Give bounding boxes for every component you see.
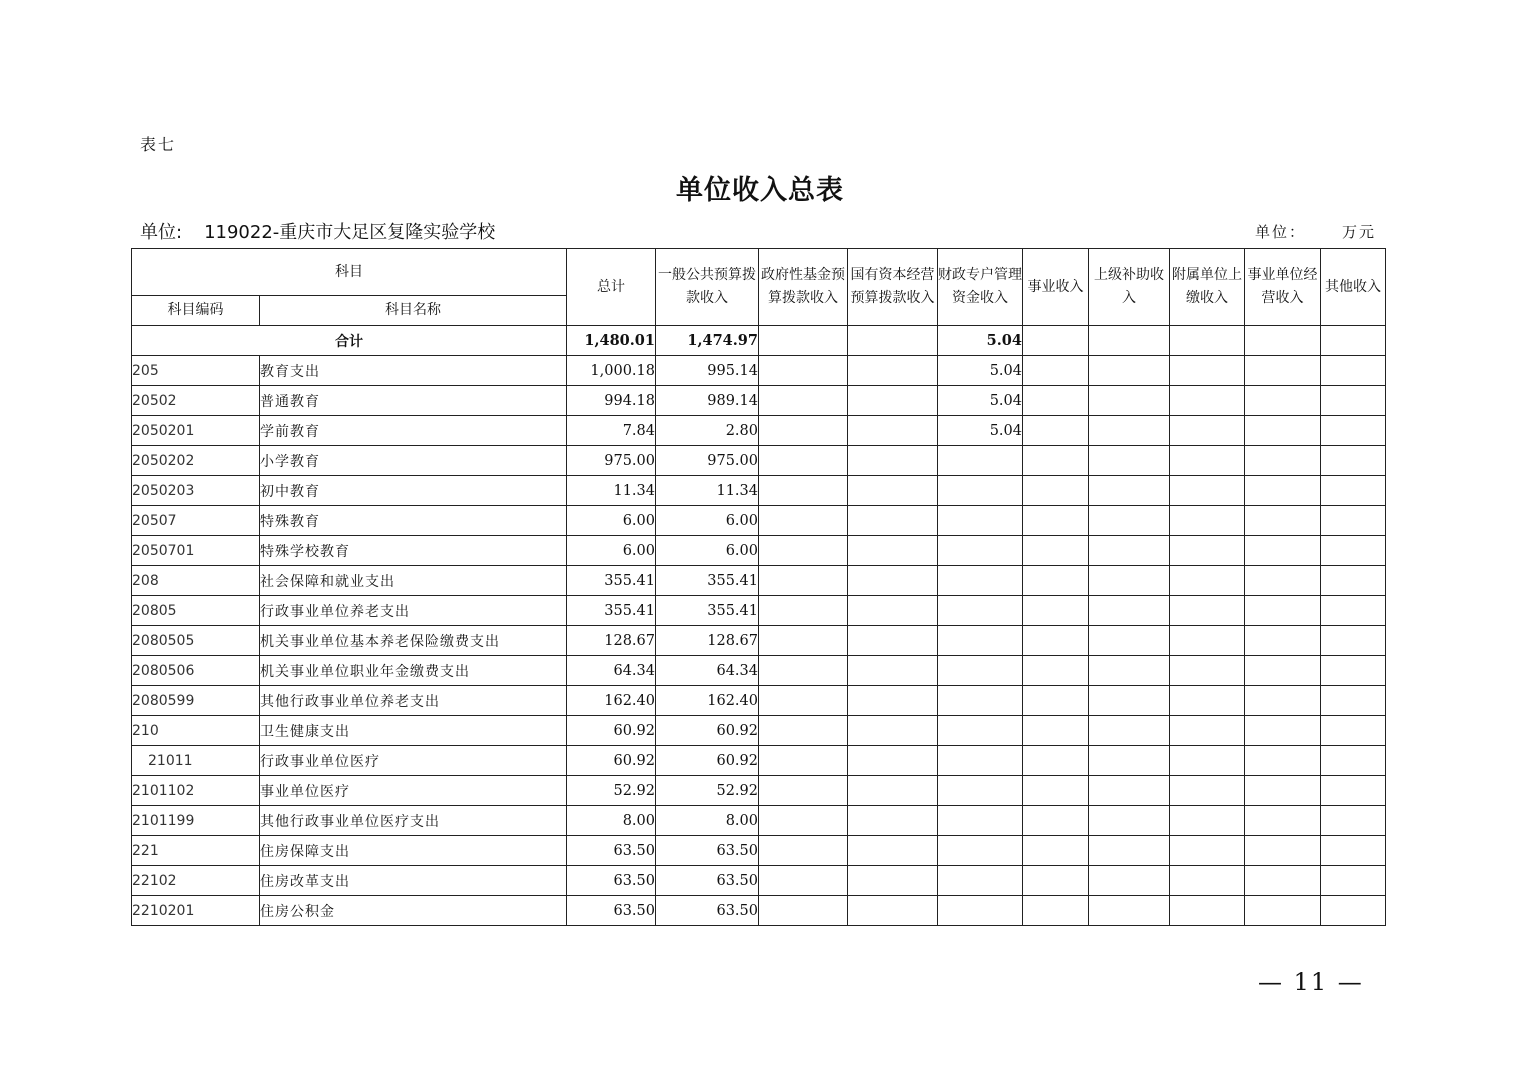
row-superior-subsidy bbox=[1089, 446, 1170, 476]
row-name: 教育支出 bbox=[260, 356, 567, 386]
row-superior-subsidy bbox=[1089, 716, 1170, 746]
row-state-capital bbox=[848, 716, 938, 746]
row-general-budget: 64.34 bbox=[656, 656, 759, 686]
total-operating bbox=[1245, 326, 1321, 356]
row-operating bbox=[1245, 776, 1321, 806]
row-gov-fund bbox=[759, 716, 848, 746]
row-affiliated bbox=[1170, 776, 1245, 806]
header-superior-subsidy: 上级补助收入 bbox=[1089, 249, 1170, 326]
row-business bbox=[1023, 836, 1089, 866]
row-gov-fund bbox=[759, 656, 848, 686]
total-affiliated bbox=[1170, 326, 1245, 356]
row-operating bbox=[1245, 746, 1321, 776]
row-affiliated bbox=[1170, 806, 1245, 836]
row-affiliated bbox=[1170, 596, 1245, 626]
row-operating bbox=[1245, 896, 1321, 926]
row-total: 6.00 bbox=[567, 536, 656, 566]
unit-prefix: 单位: bbox=[140, 222, 183, 243]
row-special-fund bbox=[938, 476, 1023, 506]
row-gov-fund bbox=[759, 386, 848, 416]
row-total: 975.00 bbox=[567, 446, 656, 476]
row-superior-subsidy bbox=[1089, 416, 1170, 446]
row-other bbox=[1321, 776, 1386, 806]
row-name: 事业单位医疗 bbox=[260, 776, 567, 806]
row-special-fund: 5.04 bbox=[938, 386, 1023, 416]
row-name: 社会保障和就业支出 bbox=[260, 566, 567, 596]
row-affiliated bbox=[1170, 476, 1245, 506]
unit-name: 119022-重庆市大足区复隆实验学校 bbox=[204, 222, 496, 243]
row-business bbox=[1023, 596, 1089, 626]
row-gov-fund bbox=[759, 896, 848, 926]
row-operating bbox=[1245, 656, 1321, 686]
header-total: 总计 bbox=[567, 249, 656, 326]
row-general-budget: 2.80 bbox=[656, 416, 759, 446]
row-state-capital bbox=[848, 476, 938, 506]
row-superior-subsidy bbox=[1089, 746, 1170, 776]
row-affiliated bbox=[1170, 566, 1245, 596]
row-total: 355.41 bbox=[567, 566, 656, 596]
row-code: 221 bbox=[132, 836, 260, 866]
row-gov-fund bbox=[759, 836, 848, 866]
row-special-fund: 5.04 bbox=[938, 416, 1023, 446]
header-general-budget: 一般公共预算拨款收入 bbox=[656, 249, 759, 326]
row-gov-fund bbox=[759, 506, 848, 536]
row-operating bbox=[1245, 866, 1321, 896]
row-code: 205 bbox=[132, 356, 260, 386]
row-business bbox=[1023, 866, 1089, 896]
table-row bbox=[132, 536, 1386, 566]
row-code: 2050202 bbox=[132, 446, 260, 476]
row-gov-fund bbox=[759, 536, 848, 566]
row-state-capital bbox=[848, 746, 938, 776]
row-operating bbox=[1245, 836, 1321, 866]
row-superior-subsidy bbox=[1089, 896, 1170, 926]
row-operating bbox=[1245, 566, 1321, 596]
total-special-fund: 5.04 bbox=[938, 326, 1023, 356]
row-state-capital bbox=[848, 896, 938, 926]
row-code: 2050203 bbox=[132, 476, 260, 506]
row-total: 52.92 bbox=[567, 776, 656, 806]
row-state-capital bbox=[848, 386, 938, 416]
row-other bbox=[1321, 506, 1386, 536]
row-affiliated bbox=[1170, 686, 1245, 716]
row-state-capital bbox=[848, 806, 938, 836]
row-special-fund bbox=[938, 446, 1023, 476]
row-state-capital bbox=[848, 506, 938, 536]
row-gov-fund bbox=[759, 446, 848, 476]
row-business bbox=[1023, 386, 1089, 416]
header-subject: 科目 bbox=[132, 249, 567, 296]
unit-info bbox=[140, 218, 495, 244]
row-code: 20502 bbox=[132, 386, 260, 416]
row-general-budget: 162.40 bbox=[656, 686, 759, 716]
row-state-capital bbox=[848, 866, 938, 896]
row-other bbox=[1321, 656, 1386, 686]
row-gov-fund bbox=[759, 356, 848, 386]
row-special-fund: 5.04 bbox=[938, 356, 1023, 386]
income-summary-table bbox=[131, 248, 1386, 926]
row-name: 普通教育 bbox=[260, 386, 567, 416]
row-state-capital bbox=[848, 626, 938, 656]
row-other bbox=[1321, 416, 1386, 446]
row-state-capital bbox=[848, 596, 938, 626]
total-row bbox=[132, 326, 1386, 356]
row-general-budget: 63.50 bbox=[656, 836, 759, 866]
row-superior-subsidy bbox=[1089, 806, 1170, 836]
header-other: 其他收入 bbox=[1321, 249, 1386, 326]
table-row bbox=[132, 896, 1386, 926]
row-operating bbox=[1245, 806, 1321, 836]
row-state-capital bbox=[848, 776, 938, 806]
header-gov-fund: 政府性基金预算拨款收入 bbox=[759, 249, 848, 326]
row-affiliated bbox=[1170, 716, 1245, 746]
row-special-fund bbox=[938, 656, 1023, 686]
row-operating bbox=[1245, 386, 1321, 416]
row-operating bbox=[1245, 476, 1321, 506]
row-state-capital bbox=[848, 356, 938, 386]
row-name: 学前教育 bbox=[260, 416, 567, 446]
row-general-budget: 975.00 bbox=[656, 446, 759, 476]
row-operating bbox=[1245, 446, 1321, 476]
table-row bbox=[132, 596, 1386, 626]
row-state-capital bbox=[848, 416, 938, 446]
row-operating bbox=[1245, 596, 1321, 626]
row-operating bbox=[1245, 356, 1321, 386]
header-subject-name: 科目名称 bbox=[260, 296, 567, 326]
table-row bbox=[132, 776, 1386, 806]
total-total: 1,480.01 bbox=[567, 326, 656, 356]
row-business bbox=[1023, 506, 1089, 536]
table-row bbox=[132, 446, 1386, 476]
total-label: 合计 bbox=[132, 326, 567, 356]
row-general-budget: 995.14 bbox=[656, 356, 759, 386]
table-row bbox=[132, 746, 1386, 776]
row-superior-subsidy bbox=[1089, 776, 1170, 806]
row-code: 2101199 bbox=[132, 806, 260, 836]
row-total: 1,000.18 bbox=[567, 356, 656, 386]
row-code: 208 bbox=[132, 566, 260, 596]
row-other bbox=[1321, 626, 1386, 656]
row-general-budget: 60.92 bbox=[656, 746, 759, 776]
table-row bbox=[132, 506, 1386, 536]
page-title: 单位收入总表 bbox=[676, 175, 844, 206]
row-affiliated bbox=[1170, 386, 1245, 416]
row-code: 2101102 bbox=[132, 776, 260, 806]
row-superior-subsidy bbox=[1089, 686, 1170, 716]
row-other bbox=[1321, 476, 1386, 506]
header-business: 事业收入 bbox=[1023, 249, 1089, 326]
row-superior-subsidy bbox=[1089, 506, 1170, 536]
table-row bbox=[132, 386, 1386, 416]
row-code: 2080506 bbox=[132, 656, 260, 686]
row-total: 63.50 bbox=[567, 896, 656, 926]
row-name: 住房保障支出 bbox=[260, 836, 567, 866]
row-business bbox=[1023, 626, 1089, 656]
row-other bbox=[1321, 446, 1386, 476]
total-superior-subsidy bbox=[1089, 326, 1170, 356]
row-state-capital bbox=[848, 686, 938, 716]
row-other bbox=[1321, 746, 1386, 776]
row-operating bbox=[1245, 536, 1321, 566]
row-operating bbox=[1245, 416, 1321, 446]
row-general-budget: 989.14 bbox=[656, 386, 759, 416]
currency-unit-label: 单位： bbox=[1255, 223, 1307, 241]
row-affiliated bbox=[1170, 506, 1245, 536]
table-row bbox=[132, 686, 1386, 716]
row-name: 机关事业单位职业年金缴费支出 bbox=[260, 656, 567, 686]
row-superior-subsidy bbox=[1089, 356, 1170, 386]
row-special-fund bbox=[938, 716, 1023, 746]
row-special-fund bbox=[938, 866, 1023, 896]
row-superior-subsidy bbox=[1089, 656, 1170, 686]
table-row bbox=[132, 626, 1386, 656]
total-gov-fund bbox=[759, 326, 848, 356]
row-operating bbox=[1245, 626, 1321, 656]
row-operating bbox=[1245, 686, 1321, 716]
row-total: 128.67 bbox=[567, 626, 656, 656]
table-number-label: 表七 bbox=[140, 135, 177, 154]
row-business bbox=[1023, 776, 1089, 806]
row-code: 2050201 bbox=[132, 416, 260, 446]
row-business bbox=[1023, 416, 1089, 446]
row-special-fund bbox=[938, 896, 1023, 926]
row-total: 60.92 bbox=[567, 746, 656, 776]
header-special-fund: 财政专户管理资金收入 bbox=[938, 249, 1023, 326]
row-special-fund bbox=[938, 566, 1023, 596]
row-special-fund bbox=[938, 626, 1023, 656]
row-name: 特殊教育 bbox=[260, 506, 567, 536]
row-other bbox=[1321, 386, 1386, 416]
row-code: 2050701 bbox=[132, 536, 260, 566]
row-other bbox=[1321, 566, 1386, 596]
row-name: 特殊学校教育 bbox=[260, 536, 567, 566]
row-state-capital bbox=[848, 536, 938, 566]
row-superior-subsidy bbox=[1089, 536, 1170, 566]
row-affiliated bbox=[1170, 866, 1245, 896]
row-gov-fund bbox=[759, 866, 848, 896]
row-other bbox=[1321, 806, 1386, 836]
row-name: 行政事业单位医疗 bbox=[260, 746, 567, 776]
row-affiliated bbox=[1170, 746, 1245, 776]
row-name: 机关事业单位基本养老保险缴费支出 bbox=[260, 626, 567, 656]
header-subject-code: 科目编码 bbox=[132, 296, 260, 326]
row-business bbox=[1023, 716, 1089, 746]
row-affiliated bbox=[1170, 896, 1245, 926]
row-other bbox=[1321, 836, 1386, 866]
row-name: 其他行政事业单位医疗支出 bbox=[260, 806, 567, 836]
total-general-budget: 1,474.97 bbox=[656, 326, 759, 356]
total-state-capital bbox=[848, 326, 938, 356]
row-name: 卫生健康支出 bbox=[260, 716, 567, 746]
header-operating: 事业单位经营收入 bbox=[1245, 249, 1321, 326]
row-total: 162.40 bbox=[567, 686, 656, 716]
currency-unit bbox=[1255, 221, 1376, 242]
row-special-fund bbox=[938, 836, 1023, 866]
row-general-budget: 60.92 bbox=[656, 716, 759, 746]
header-affiliated: 附属单位上缴收入 bbox=[1170, 249, 1245, 326]
row-other bbox=[1321, 896, 1386, 926]
table-row bbox=[132, 866, 1386, 896]
row-general-budget: 63.50 bbox=[656, 896, 759, 926]
row-special-fund bbox=[938, 746, 1023, 776]
row-name: 住房公积金 bbox=[260, 896, 567, 926]
row-business bbox=[1023, 536, 1089, 566]
row-special-fund bbox=[938, 776, 1023, 806]
row-gov-fund bbox=[759, 806, 848, 836]
row-total: 63.50 bbox=[567, 866, 656, 896]
currency-unit-value: 万元 bbox=[1342, 223, 1377, 241]
row-affiliated bbox=[1170, 536, 1245, 566]
row-total: 994.18 bbox=[567, 386, 656, 416]
row-other bbox=[1321, 716, 1386, 746]
row-code: 22102 bbox=[132, 866, 260, 896]
row-general-budget: 6.00 bbox=[656, 536, 759, 566]
row-gov-fund bbox=[759, 416, 848, 446]
row-gov-fund bbox=[759, 476, 848, 506]
row-general-budget: 6.00 bbox=[656, 506, 759, 536]
row-state-capital bbox=[848, 566, 938, 596]
row-name: 其他行政事业单位养老支出 bbox=[260, 686, 567, 716]
row-code: 2080505 bbox=[132, 626, 260, 656]
row-total: 7.84 bbox=[567, 416, 656, 446]
row-code: 20805 bbox=[132, 596, 260, 626]
row-code: 20507 bbox=[132, 506, 260, 536]
table-row bbox=[132, 836, 1386, 866]
row-general-budget: 355.41 bbox=[656, 596, 759, 626]
row-state-capital bbox=[848, 656, 938, 686]
table-row bbox=[132, 716, 1386, 746]
total-business bbox=[1023, 326, 1089, 356]
row-superior-subsidy bbox=[1089, 476, 1170, 506]
row-special-fund bbox=[938, 686, 1023, 716]
row-other bbox=[1321, 536, 1386, 566]
row-superior-subsidy bbox=[1089, 626, 1170, 656]
row-general-budget: 128.67 bbox=[656, 626, 759, 656]
row-business bbox=[1023, 476, 1089, 506]
row-operating bbox=[1245, 506, 1321, 536]
row-general-budget: 8.00 bbox=[656, 806, 759, 836]
row-business bbox=[1023, 806, 1089, 836]
row-superior-subsidy bbox=[1089, 866, 1170, 896]
row-affiliated bbox=[1170, 626, 1245, 656]
row-total: 355.41 bbox=[567, 596, 656, 626]
row-special-fund bbox=[938, 506, 1023, 536]
row-operating bbox=[1245, 716, 1321, 746]
row-affiliated bbox=[1170, 446, 1245, 476]
row-code: 2080599 bbox=[132, 686, 260, 716]
table-row bbox=[132, 656, 1386, 686]
data-rows bbox=[132, 356, 1386, 926]
row-general-budget: 355.41 bbox=[656, 566, 759, 596]
row-general-budget: 63.50 bbox=[656, 866, 759, 896]
row-superior-subsidy bbox=[1089, 566, 1170, 596]
table-row bbox=[132, 566, 1386, 596]
row-affiliated bbox=[1170, 656, 1245, 686]
row-other bbox=[1321, 686, 1386, 716]
row-business bbox=[1023, 356, 1089, 386]
row-state-capital bbox=[848, 836, 938, 866]
row-total: 60.92 bbox=[567, 716, 656, 746]
row-code: 21011 bbox=[132, 746, 260, 776]
row-gov-fund bbox=[759, 596, 848, 626]
row-special-fund bbox=[938, 596, 1023, 626]
row-total: 11.34 bbox=[567, 476, 656, 506]
table-row bbox=[132, 356, 1386, 386]
row-special-fund bbox=[938, 536, 1023, 566]
row-general-budget: 11.34 bbox=[656, 476, 759, 506]
row-gov-fund bbox=[759, 746, 848, 776]
row-affiliated bbox=[1170, 836, 1245, 866]
row-name: 初中教育 bbox=[260, 476, 567, 506]
header-state-capital: 国有资本经营预算拨款收入 bbox=[848, 249, 938, 326]
row-gov-fund bbox=[759, 626, 848, 656]
row-superior-subsidy bbox=[1089, 836, 1170, 866]
row-total: 63.50 bbox=[567, 836, 656, 866]
row-affiliated bbox=[1170, 356, 1245, 386]
row-gov-fund bbox=[759, 686, 848, 716]
row-business bbox=[1023, 896, 1089, 926]
table-row bbox=[132, 806, 1386, 836]
row-general-budget: 52.92 bbox=[656, 776, 759, 806]
row-business bbox=[1023, 446, 1089, 476]
row-other bbox=[1321, 866, 1386, 896]
row-business bbox=[1023, 566, 1089, 596]
row-total: 6.00 bbox=[567, 506, 656, 536]
row-affiliated bbox=[1170, 416, 1245, 446]
row-total: 64.34 bbox=[567, 656, 656, 686]
row-business bbox=[1023, 656, 1089, 686]
row-gov-fund bbox=[759, 566, 848, 596]
page-number: — 11 — bbox=[1258, 968, 1364, 996]
table-row bbox=[132, 416, 1386, 446]
row-name: 行政事业单位养老支出 bbox=[260, 596, 567, 626]
row-special-fund bbox=[938, 806, 1023, 836]
total-other bbox=[1321, 326, 1386, 356]
row-business bbox=[1023, 746, 1089, 776]
row-gov-fund bbox=[759, 776, 848, 806]
row-other bbox=[1321, 596, 1386, 626]
table-row bbox=[132, 476, 1386, 506]
row-state-capital bbox=[848, 446, 938, 476]
row-code: 210 bbox=[132, 716, 260, 746]
row-name: 住房改革支出 bbox=[260, 866, 567, 896]
row-business bbox=[1023, 686, 1089, 716]
row-code: 2210201 bbox=[132, 896, 260, 926]
row-superior-subsidy bbox=[1089, 596, 1170, 626]
row-other bbox=[1321, 356, 1386, 386]
row-total: 8.00 bbox=[567, 806, 656, 836]
row-name: 小学教育 bbox=[260, 446, 567, 476]
row-superior-subsidy bbox=[1089, 386, 1170, 416]
